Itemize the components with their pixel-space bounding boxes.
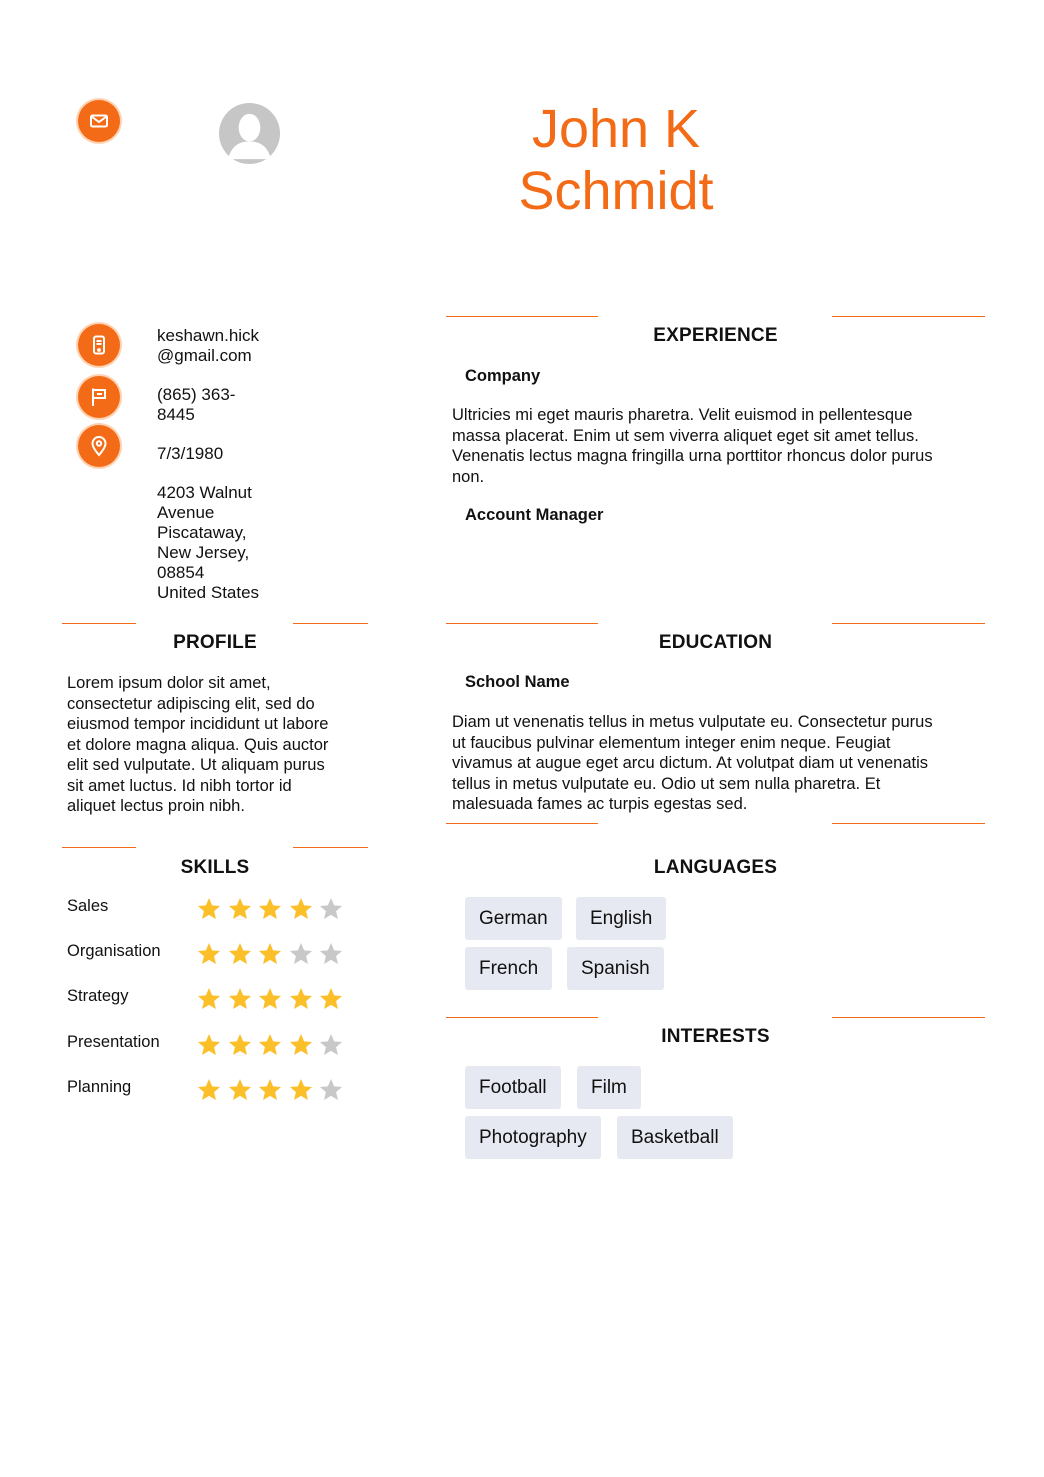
text-line: vivamus at augue eget arcu dictum. At volutpat diam ut venenatis bbox=[452, 754, 929, 772]
section-divider bbox=[832, 316, 985, 317]
star-filled-icon bbox=[227, 1077, 253, 1103]
language-tag: German bbox=[465, 897, 562, 940]
education-heading: EDUCATION bbox=[658, 632, 773, 653]
language-tag: French bbox=[465, 947, 552, 990]
mobile-phone-icon bbox=[78, 324, 120, 366]
envelope-icon bbox=[78, 100, 120, 142]
skill-rating bbox=[196, 941, 344, 967]
address-line: United States bbox=[157, 583, 260, 602]
star-empty-icon bbox=[288, 941, 314, 967]
text-line: non. bbox=[452, 467, 485, 486]
skill-rating bbox=[196, 1032, 344, 1058]
text-line: Diam ut venenatis tellus in metus vulputate eu. Consectetur purus bbox=[452, 713, 933, 731]
email-text bbox=[157, 326, 259, 366]
phone-line-2: 8445 bbox=[157, 405, 195, 424]
languages-heading: LANGUAGES bbox=[653, 857, 778, 878]
text-line: massa placerat. Enim ut sem viverra aliquet eget sit amet tellus. bbox=[452, 426, 919, 445]
star-empty-icon bbox=[318, 1032, 344, 1058]
experience-heading: EXPERIENCE bbox=[653, 325, 778, 346]
language-tag: English bbox=[576, 897, 666, 940]
text-line: aliquet lectus proin nibh. bbox=[67, 797, 245, 815]
section-divider bbox=[62, 847, 136, 848]
interest-tag: Photography bbox=[465, 1116, 601, 1159]
experience-description bbox=[452, 405, 987, 487]
text-line: Ultricies mi eget mauris pharetra. Velit euismod in pellentesque bbox=[452, 406, 913, 424]
text-line: Lorem ipsum dolor sit amet, bbox=[67, 674, 271, 692]
profile-text bbox=[67, 673, 367, 817]
section-divider bbox=[293, 623, 368, 624]
star-filled-icon bbox=[196, 1032, 222, 1058]
text-line: eiusmod tempor incididunt ut labore bbox=[67, 715, 329, 733]
avatar bbox=[218, 102, 281, 165]
email-line-1: keshawn.hick bbox=[157, 326, 260, 345]
text-line: sit amet luctus. Id nibh tortor id bbox=[67, 776, 292, 795]
skill-rating bbox=[196, 1077, 344, 1103]
birthdate-value: 7/3/1980 bbox=[157, 444, 224, 463]
address-text bbox=[157, 483, 259, 603]
language-tag: Spanish bbox=[567, 947, 664, 990]
location-pin-icon bbox=[78, 425, 120, 467]
interest-tag: Film bbox=[577, 1066, 641, 1109]
skill-rating bbox=[196, 896, 344, 922]
address-line: New Jersey, bbox=[157, 543, 250, 562]
star-filled-icon bbox=[227, 941, 253, 967]
text-line: et dolore magna aliqua. Quis auctor bbox=[67, 735, 329, 754]
text-line: elit sed vulputate. Ut aliquam purus bbox=[67, 756, 325, 774]
star-filled-icon bbox=[318, 986, 344, 1012]
section-divider bbox=[446, 623, 598, 624]
skills-heading: SKILLS bbox=[180, 857, 250, 878]
star-filled-icon bbox=[257, 986, 283, 1012]
flag-icon bbox=[78, 376, 120, 418]
education-description bbox=[452, 712, 987, 815]
name-line-2: Schmidt bbox=[518, 161, 714, 221]
text-line: Venenatis lectus magna fringilla urna porttitor rhoncus dolor purus bbox=[452, 447, 933, 465]
text-line: malesuada fames ac turpis egestas sed. bbox=[452, 795, 748, 813]
section-divider bbox=[293, 847, 368, 848]
section-divider bbox=[832, 823, 985, 824]
school-name: School Name bbox=[465, 673, 570, 691]
star-filled-icon bbox=[257, 1032, 283, 1058]
text-line: consectetur adipiscing elit, sed do bbox=[67, 694, 315, 713]
section-divider bbox=[62, 623, 136, 624]
star-filled-icon bbox=[196, 1077, 222, 1103]
star-filled-icon bbox=[196, 941, 222, 967]
star-filled-icon bbox=[227, 986, 253, 1012]
text-line: ut faucibus pulvinar elementum integer enim neque. Feugiat bbox=[452, 733, 891, 752]
interest-tag: Basketball bbox=[617, 1116, 733, 1159]
star-empty-icon bbox=[318, 941, 344, 967]
section-divider bbox=[832, 623, 985, 624]
star-empty-icon bbox=[318, 1077, 344, 1103]
star-filled-icon bbox=[196, 986, 222, 1012]
candidate-name bbox=[440, 98, 792, 222]
skill-label: Strategy bbox=[67, 987, 129, 1005]
phone-text bbox=[157, 385, 235, 425]
job-title: Account Manager bbox=[465, 506, 604, 524]
star-filled-icon bbox=[257, 896, 283, 922]
star-filled-icon bbox=[288, 896, 314, 922]
section-divider bbox=[446, 823, 598, 824]
address-line: 08854 bbox=[157, 563, 205, 582]
section-divider bbox=[446, 1017, 598, 1018]
skill-label: Organisation bbox=[67, 942, 161, 960]
skill-label: Sales bbox=[67, 897, 109, 915]
profile-heading: PROFILE bbox=[173, 632, 257, 653]
section-divider bbox=[446, 316, 598, 317]
phone-line-1: (865) 363- bbox=[157, 385, 236, 404]
interests-heading: INTERESTS bbox=[661, 1026, 770, 1047]
skill-label: Presentation bbox=[67, 1033, 160, 1051]
star-filled-icon bbox=[227, 896, 253, 922]
star-filled-icon bbox=[257, 941, 283, 967]
company-name: Company bbox=[465, 367, 541, 385]
star-filled-icon bbox=[288, 986, 314, 1012]
email-line-2: @gmail.com bbox=[157, 346, 252, 365]
skill-label: Planning bbox=[67, 1078, 132, 1096]
text-line: tellus in metus vulputate eu. Odio ut sem nulla pharetra. Et bbox=[452, 774, 881, 793]
address-line: 4203 Walnut bbox=[157, 483, 252, 502]
star-empty-icon bbox=[318, 896, 344, 922]
section-divider bbox=[832, 1017, 985, 1018]
interest-tag: Football bbox=[465, 1066, 561, 1109]
star-filled-icon bbox=[257, 1077, 283, 1103]
address-line: Avenue bbox=[157, 503, 215, 522]
name-line-1: John K bbox=[531, 99, 701, 159]
skill-rating bbox=[196, 986, 344, 1012]
star-filled-icon bbox=[288, 1077, 314, 1103]
star-filled-icon bbox=[288, 1032, 314, 1058]
birthdate-text bbox=[157, 444, 223, 464]
star-filled-icon bbox=[196, 896, 222, 922]
address-line: Piscataway, bbox=[157, 523, 247, 542]
star-filled-icon bbox=[227, 1032, 253, 1058]
